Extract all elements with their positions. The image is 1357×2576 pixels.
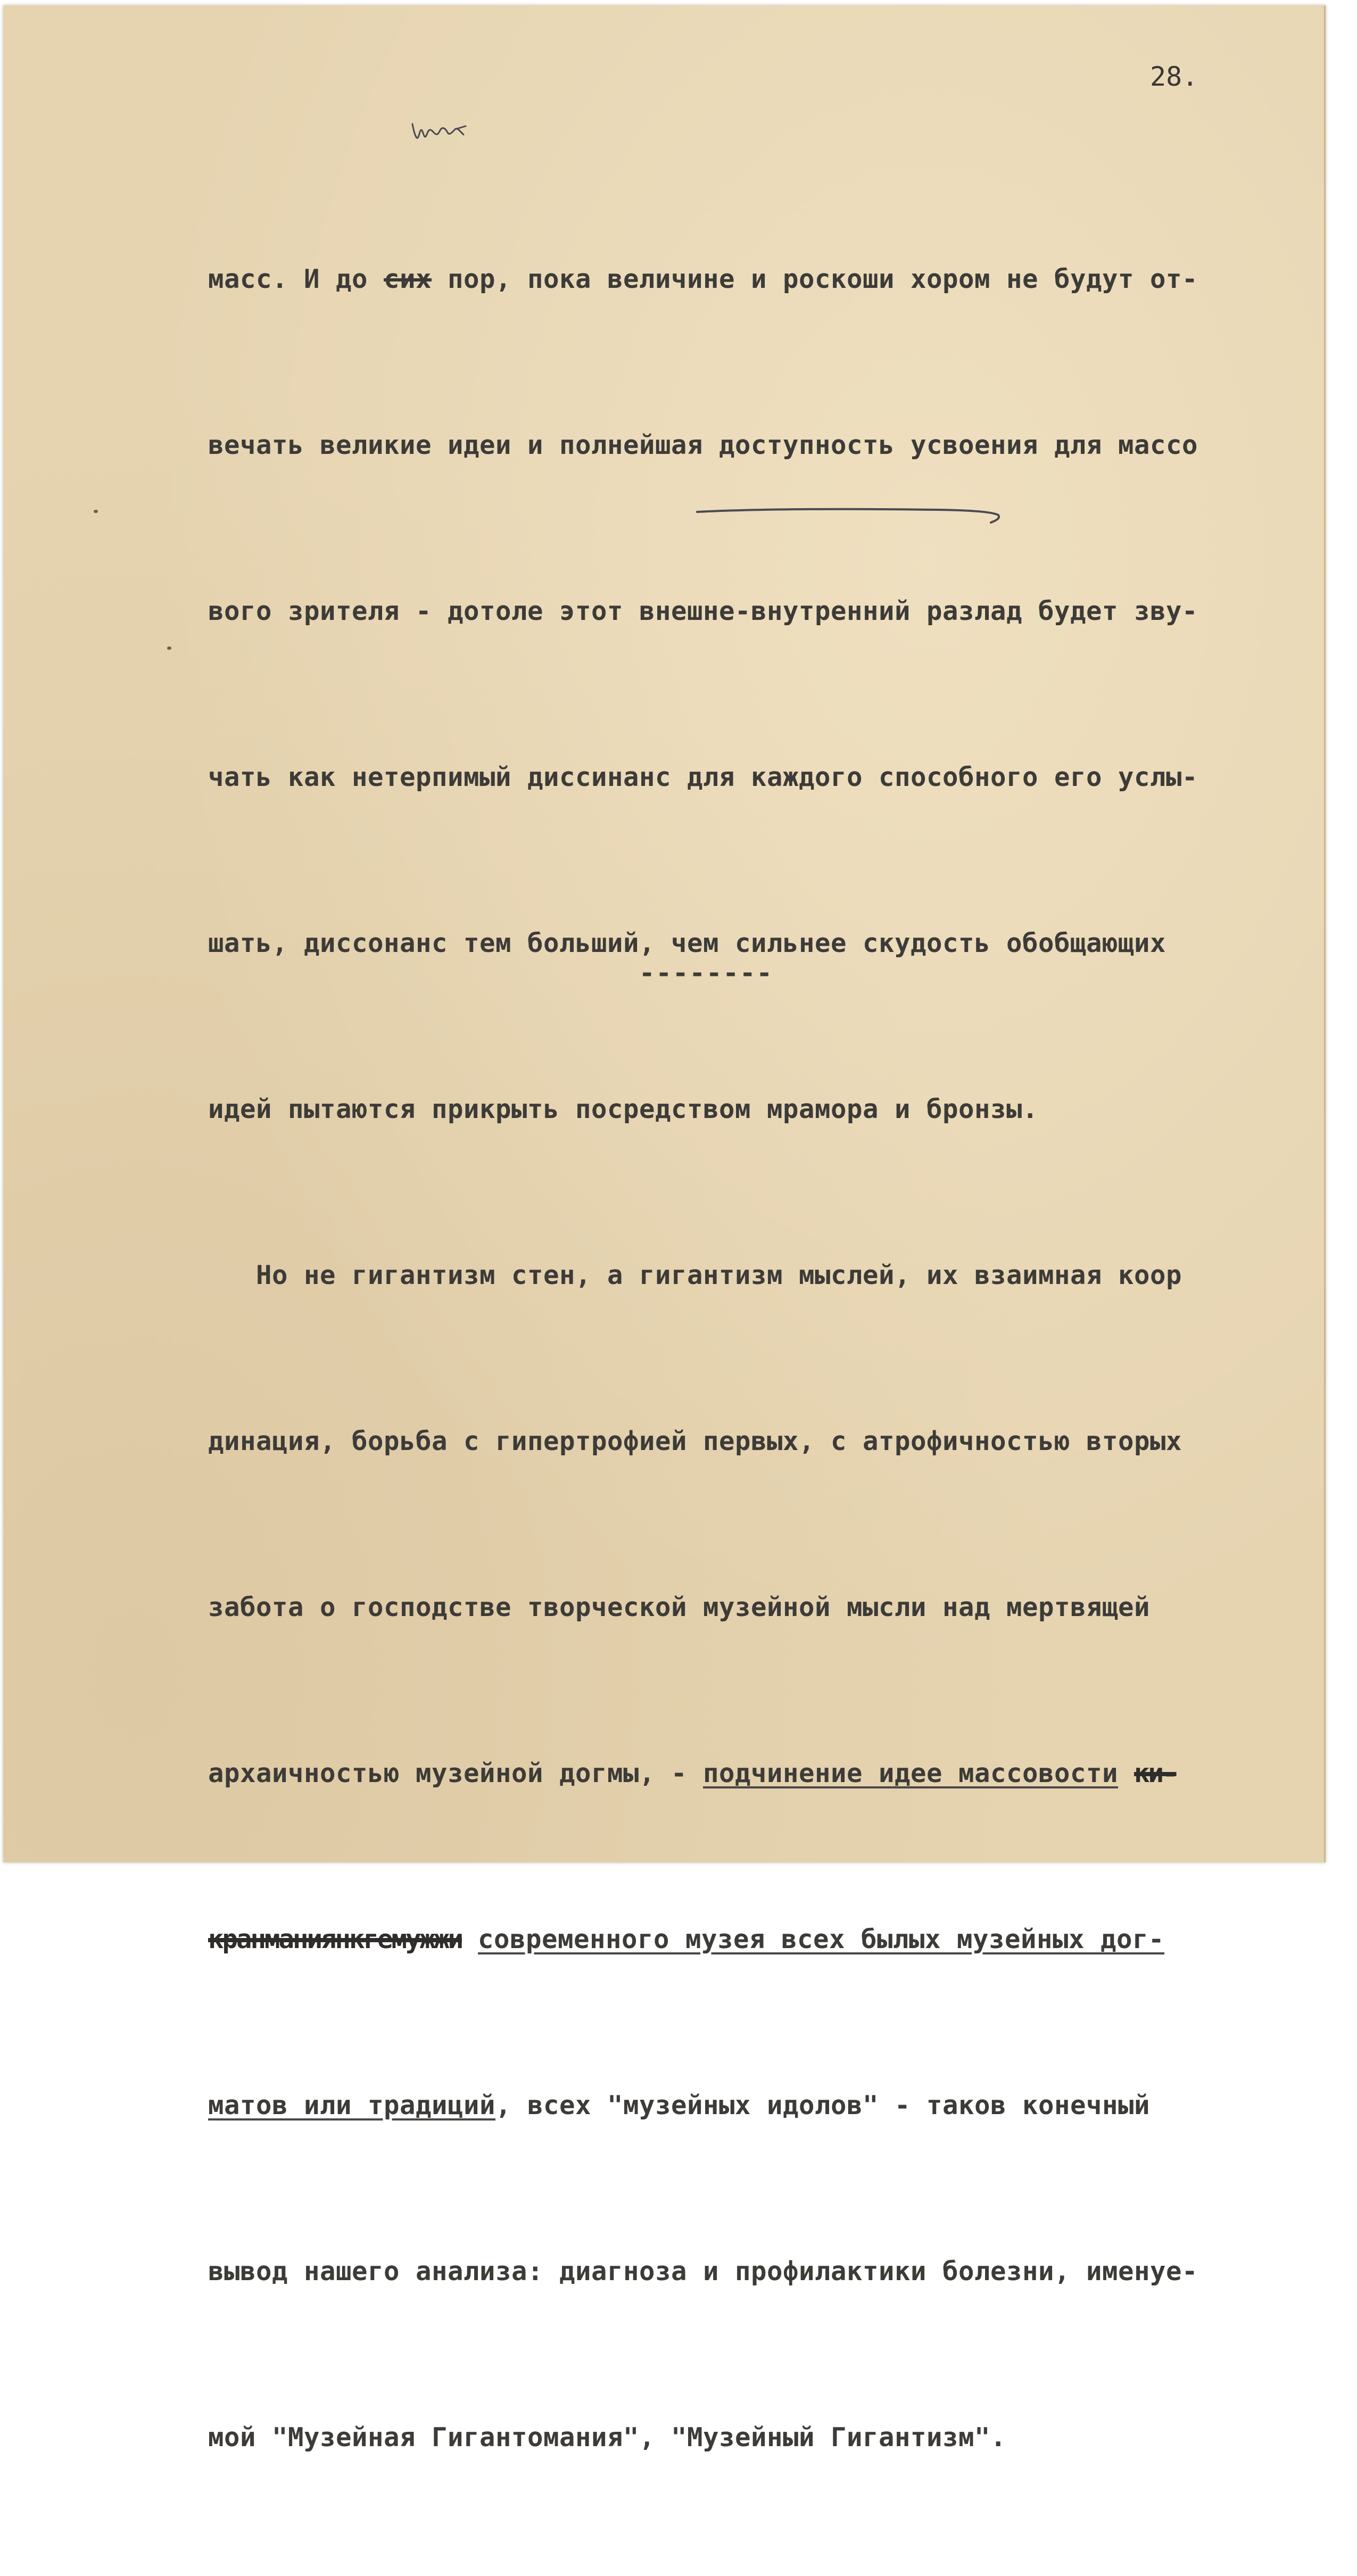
pencil-underline bbox=[695, 504, 1009, 526]
paper-mark bbox=[167, 647, 171, 650]
text-line: Но не гигантизм стен, а гигантизм мыслей, их взаимная коор bbox=[208, 1260, 1182, 1290]
paper-mark bbox=[94, 510, 98, 513]
ink-underlined-phrase: гигантизм мыслей bbox=[639, 1260, 895, 1290]
page-number: 28. bbox=[1150, 61, 1198, 92]
text-line: вого зрителя - дотоле этот внешне-внутренний разлад будет зву- bbox=[208, 596, 1198, 626]
text-line: мой "Музейная Гигантомания", "Музейный Гигантизм". bbox=[208, 2422, 1007, 2453]
text-line: масс. И до сих пор, пока величине и роскоши хором не будут от- bbox=[208, 264, 1198, 294]
text-line: чать как нетерпимый диссинанс для каждого способного его услы- bbox=[208, 762, 1198, 792]
text-line: идей пытаются прикрыть посредством мрамора и бронзы. bbox=[208, 1094, 1039, 1124]
underlined-phrase: современного музея всех былых музейных дог- bbox=[478, 1924, 1165, 1954]
underlined-phrase: матов или традиций bbox=[208, 2090, 496, 2121]
overtyped-text: ки- bbox=[1134, 1758, 1177, 1788]
underlined-phrase: подчинение идее массовости bbox=[703, 1758, 1119, 1788]
text-line: шать, диссонанс тем больший, чем сильнее скудость обобщающих bbox=[208, 928, 1166, 958]
text-line bbox=[208, 1912, 1336, 1967]
paper-sheet bbox=[3, 5, 1326, 2453]
text-line: архаичностью музейной догмы, - подчинение идее массовости ки- bbox=[208, 1758, 1177, 1788]
text-line: забота о господстве творческой музейной мысли над мертвящей bbox=[208, 1592, 1151, 1622]
overtyped-text: кранманиянкгемужжи bbox=[208, 1924, 462, 1954]
text-line: динация, борьба с гипертрофией первых, с атрофичностью вторых bbox=[208, 1426, 1182, 1456]
text-line: вечать великие идеи и полнейшая доступность усвоения для массо bbox=[208, 430, 1198, 460]
section-divider: -------- bbox=[639, 958, 774, 988]
text-line: матов или традиций, всех "музейных идолов" - таков конечный bbox=[208, 2090, 1151, 2121]
text-line: вывод нашего анализа: диагноза и профилактики болезни, именуе- bbox=[208, 2256, 1198, 2287]
struck-word: сих bbox=[384, 264, 432, 294]
